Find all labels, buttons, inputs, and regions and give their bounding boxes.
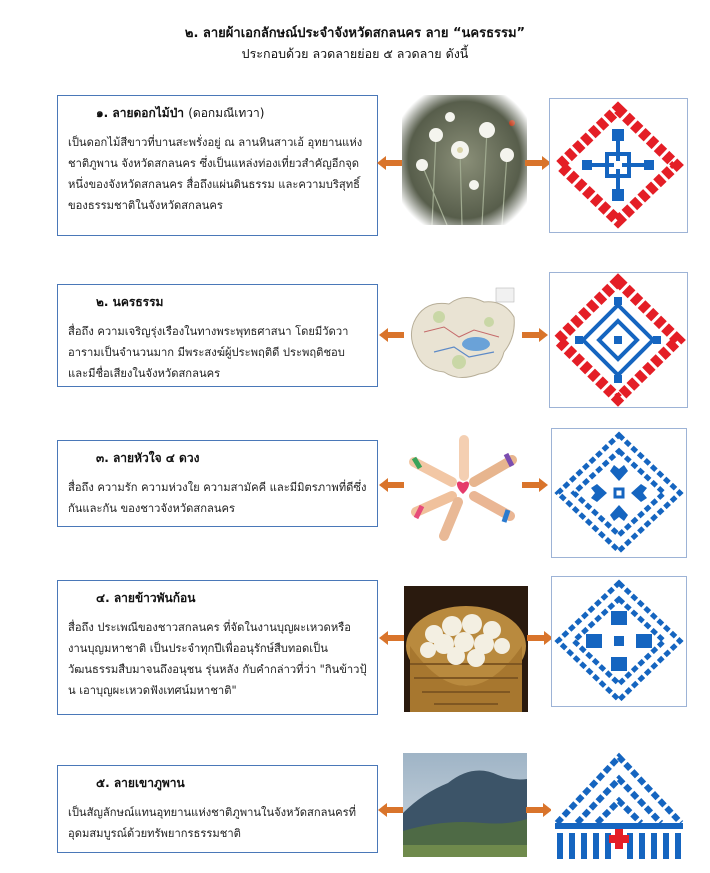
item-2-heading (96, 293, 367, 312)
item-3-box (57, 440, 378, 527)
right-arrow-icon (525, 155, 551, 171)
blue-four-hearts-pattern-icon (552, 429, 686, 557)
item-5-heading (96, 774, 367, 793)
item-3-pattern (551, 428, 687, 558)
item-5-description: เป็นสัญลักษณ์แทนอุทยานแห่งชาติภูพานในจังหวัดสกลนครที่อุดมสมบูรณ์ด้วยทรัพยากรธรรมชาติ (68, 806, 357, 840)
item-1-description: เป็นดอกไม้สีขาวที่บานสะพรั่งอยู่ ณ ลานหินสาวเอ้ อุทยานแห่งชาติภูพาน จังหวัดสกลนคร ซึ่งเป็นแหล่งท่องเที่ยวสำคัญอีกจุดหนึ่งของจังหวัดสกลนคร สื่อถึงแผ่นดินธรรม และความบริสุทธิ์ของธรรมชาติในจังหวัดสกลนคร (68, 136, 363, 212)
white-wildflowers-photo (402, 95, 527, 225)
left-arrow-icon (379, 327, 405, 343)
item-4-description: สื่อถึง ประเพณีของชาวสกลนคร ที่จัดในงานบุญผะเหวดหรืองานบุญมหาชาติ เป็นประจำทุกปีเพื่ออนุรักษ์สืบทอดเป็นวัฒนธรรมสืบมาจนถึงอนุชน รุ่นหลัง กับคำกล่าวที่ว่า "กินข้าวปุ้น เอาบุญผะเหวดฟังเทศน์มหาชาติ" (68, 621, 367, 697)
right-arrow-icon (526, 802, 552, 818)
rice-balls-basket-photo (404, 586, 528, 712)
item-4-heading-text: ๔. ลายข้าวพันก้อน (96, 591, 196, 605)
item-1-box (57, 95, 378, 236)
left-arrow-icon (379, 477, 405, 493)
red-blue-diamond-dharma-pattern-icon (550, 273, 687, 407)
left-arrow-icon (377, 155, 403, 171)
item-4-pattern (551, 576, 687, 707)
item-2-heading-text: ๒. นครธรรม (96, 295, 164, 309)
item-1-heading-sub: (ดอกมณีเทวา) (188, 106, 265, 120)
item-4-box (57, 580, 378, 715)
item-5-heading-text: ๕. ลายเขาภูพาน (96, 776, 185, 790)
page-title: ๒. ลายผ้าเอกลักษณ์ประจำจังหวัดสกลนคร ลาย “นครธรรม” (184, 26, 526, 41)
page-subtitle: ประกอบด้วย ลวดลายย่อย ๕ ลวดลาย ดังนี้ (241, 46, 469, 61)
province-map-photo (404, 282, 522, 387)
item-2-box (57, 284, 378, 387)
phu-phan-mountain-photo (403, 753, 527, 857)
item-3-description: สื่อถึง ความรัก ความห่วงใย ความสามัคคี และมีมิตรภาพที่ดีซึ่งกันและกัน ของชาวจังหวัดสกลนคร (68, 481, 367, 515)
item-2-pattern (549, 272, 688, 408)
right-arrow-icon (527, 630, 553, 646)
right-arrow-icon (522, 327, 548, 343)
item-3-heading-text: ๓. ลายหัวใจ ๔ ดวง (96, 451, 200, 465)
item-4-heading (96, 589, 367, 608)
item-1-pattern (549, 98, 688, 233)
item-5-pattern (551, 751, 687, 860)
left-arrow-icon (378, 802, 404, 818)
blue-mountain-pattern-icon (551, 751, 687, 860)
item-5-box (57, 765, 378, 853)
left-arrow-icon (379, 630, 405, 646)
right-arrow-icon (522, 477, 548, 493)
joined-hands-heart-photo (404, 432, 522, 544)
blue-rice-balls-pattern-icon (552, 577, 686, 706)
item-1-heading-text: ๑. ลายดอกไม้ป่า (96, 106, 185, 120)
item-1-heading (96, 104, 367, 123)
item-3-heading (96, 449, 367, 468)
item-2-description: สื่อถึง ความเจริญรุ่งเรืองในทางพระพุทธศาสนา โดยมีวัดวาอารามเป็นจำนวนมาก มีพระสงฆ์ผู้ประพฤติดี ประพฤติชอบ และมีชื่อเสียงในจังหวัดสกลนคร (68, 325, 349, 380)
red-blue-diamond-flower-pattern-icon (550, 99, 687, 232)
